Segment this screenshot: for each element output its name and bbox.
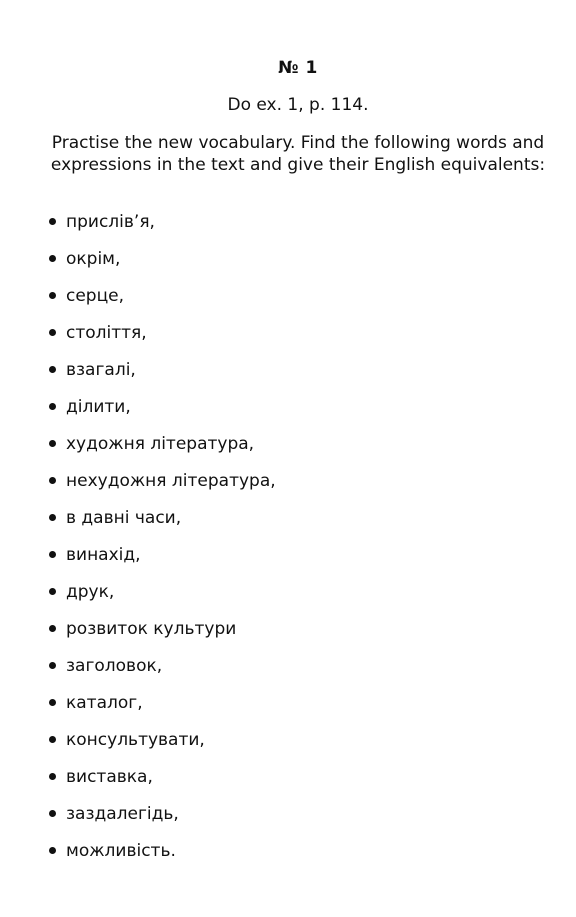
bullet-icon [49, 551, 56, 558]
bullet-icon [49, 662, 56, 669]
list-item [0, 431, 276, 468]
bullet-icon [49, 366, 56, 373]
list-item-text: прислів’я, [66, 212, 155, 232]
list-item-text: каталог, [66, 693, 143, 713]
instructions-text: Practise the new vocabulary. Find the following words and expressions in the text and give their English equivalents: [50, 133, 546, 175]
bullet-icon [49, 477, 56, 484]
bullet-icon [49, 810, 56, 817]
list-item [0, 690, 276, 727]
list-item-text: друк, [66, 582, 115, 602]
list-item [0, 616, 276, 653]
exercise-reference: Do ex. 1, p. 114. [227, 95, 369, 115]
list-item-text: окрім, [66, 249, 121, 269]
list-item-text: розвиток культури [66, 619, 237, 639]
bullet-icon [49, 588, 56, 595]
list-item-text: взагалі, [66, 360, 136, 380]
list-item [0, 505, 276, 542]
list-item-text: художня література, [66, 434, 255, 454]
bullet-icon [49, 625, 56, 632]
list-item-text: нехудожня література, [66, 471, 276, 491]
list-item [0, 283, 276, 320]
list-item [0, 579, 276, 616]
list-item-text: виставка, [66, 767, 153, 787]
bullet-icon [49, 699, 56, 706]
list-item-text: в давні часи, [66, 508, 182, 528]
list-item [0, 542, 276, 579]
list-item [0, 209, 276, 246]
exercise-number: № 1 [278, 58, 318, 78]
bullet-icon [49, 218, 56, 225]
vocabulary-list [0, 209, 276, 875]
list-item-text: заздалегідь, [66, 804, 179, 824]
list-item-text: ділити, [66, 397, 131, 417]
list-item [0, 653, 276, 690]
bullet-icon [49, 329, 56, 336]
list-item [0, 468, 276, 505]
list-item [0, 764, 276, 801]
bullet-icon [49, 440, 56, 447]
bullet-icon [49, 514, 56, 521]
list-item-text: можливість. [66, 841, 176, 861]
bullet-icon [49, 773, 56, 780]
bullet-icon [49, 403, 56, 410]
list-item [0, 246, 276, 283]
list-item-text: винахід, [66, 545, 141, 565]
list-item-text: заголовок, [66, 656, 163, 676]
list-item [0, 320, 276, 357]
list-item-text: серце, [66, 286, 125, 306]
bullet-icon [49, 255, 56, 262]
bullet-icon [49, 736, 56, 743]
bullet-icon [49, 847, 56, 854]
list-item [0, 801, 276, 838]
list-item-text: консультувати, [66, 730, 205, 750]
list-item [0, 838, 276, 875]
list-item [0, 394, 276, 431]
list-item [0, 727, 276, 764]
bullet-icon [49, 292, 56, 299]
list-item-text: століття, [66, 323, 147, 343]
list-item [0, 357, 276, 394]
